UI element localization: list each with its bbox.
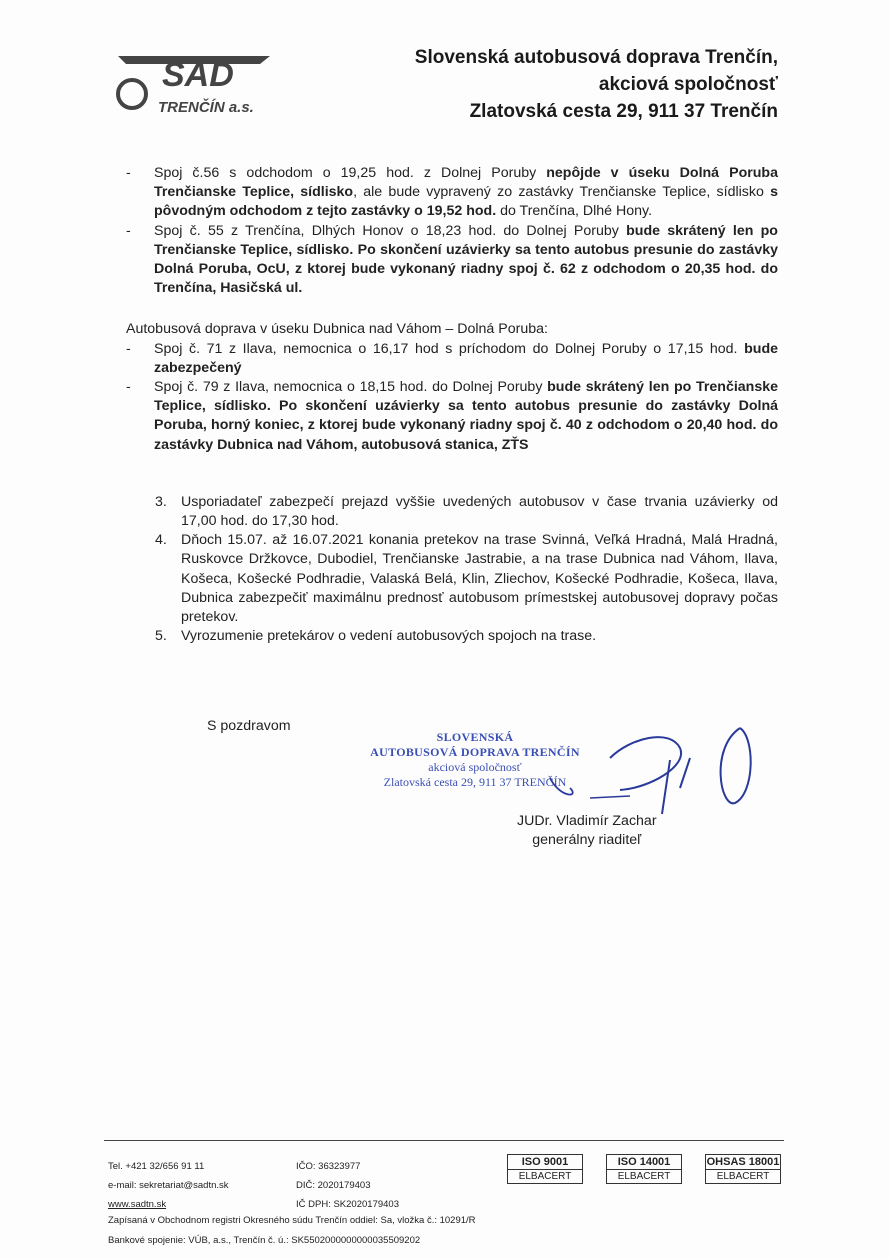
cert-badge: ISO 14001 ELBACERT [606,1154,682,1184]
footer-bank: Bankové spojenie: VÚB, a.s., Trenčín č. ú.: SK5502000000000035509202 [108,1235,421,1246]
list-item: - Spoj č.56 s odchodom o 19,25 hod. z Dolnej Poruby nepôjde v úseku Dolná Poruba Trenčianske Teplice, sídlisko, ale bude vypravený zo zastávky Trenčianske Teplice, sídlisko s pôvodným odchodom z tejto zastávky o 19,52 hod. do Trenčína, Dlhé Hony. [126,165,778,220]
company-logo [110,48,280,120]
footer-register: Zapísaná v Obchodnom registri Okresného súdu Trenčín oddiel: Sa, vložka č.: 10291/R [108,1215,476,1226]
cert-badge: ISO 9001 ELBACERT [507,1154,583,1184]
company-address: Zlatovská cesta 29, 911 37 Trenčín [469,101,778,122]
company-type: akciová spoločnosť [598,74,778,95]
logo-subtext: TRENČÍN a.s. [158,99,254,116]
greeting: S pozdravom [207,718,291,734]
signer-name: JUDr. Vladimír Zachar [517,813,657,829]
company-name: Slovenská autobusová doprava Trenčín, [414,47,778,68]
section-heading: Autobusová doprava v úseku Dubnica nad Váhom – Dolná Poruba: [126,321,548,338]
list-item: - Spoj č. 55 z Trenčína, Dlhých Honov o 18,23 hod. do Dolnej Poruby bude skrátený len po Trenčianske Teplice, sídlisko. Po skončení uzávierky sa tento autobus presunie do zastávky Dolná Poruba, OcU, z ktorej bude vykonaný riadny spoj č. 62 z odchodom o 20,35 hod. do Trenčína, Hasičská ul. [126,222,778,297]
footer-contact: Tel. +421 32/656 91 11 e-mail: sekretariat@sadtn.sk www.sadtn.sk [108,1161,229,1210]
list-item: 4. Dňoch 15.07. až 16.07.2021 konania pretekov na trase Svinná, Veľká Hradná, Malá Hradná, Ruskovce Držkovce, Dubodiel, Trenčianske Jastrabie, a na trase Dubnica nad Váhom, Ilava, Košeca, Košecké Podhradie, Valaská Belá, Klin, Zliechov, Košecké Podhradie, Košeca, Ilava, Dubnica zabezpečiť maximálnu prednosť autobusom prímestskej autobusovej dopravy počas pretekov. [155,532,778,626]
numbered-list [126,493,778,647]
list-item: - Spoj č. 71 z Ilava, nemocnica o 16,17 hod s príchodom do Dolnej Poruby o 17,15 hod. bude zabezpečený [126,340,778,376]
logo-text: SAD [162,56,234,94]
footer-web-link[interactable]: www.sadtn.sk [108,1199,167,1210]
list-item: 3. Usporiadateľ zabezpečí prejazd vyššie uvedených autobusov v čase trvania uzávierky od 17,00 hod. do 17,30 hod. [155,493,778,530]
list-item: 5. Vyrozumenie pretekárov o vedení autobusových spojoch na trase. [155,628,597,645]
letter-body [126,164,778,646]
signer-block [517,812,657,850]
footer-divider [104,1140,784,1141]
footer-ids: IČO: 36323977 DIČ: 2020179403 IČ DPH: SK2020179403 [296,1161,399,1210]
company-header [415,44,778,125]
cert-badge: OHSAS 18001 ELBACERT [706,1156,780,1182]
list-item: - Spoj č. 79 z Ilava, nemocnica o 18,15 hod. do Dolnej Poruby bude skrátený len po Trenčianske Teplice, sídlisko. Po skončení uzávierky sa tento autobus presunie do zastávky Dolná Poruba, horný koniec, z ktorej bude vykonaný riadny spoj č. 40 z odchodom o 20,40 hod. do zastávky Dubnica nad Váhom, autobusová stanica, ZŤS [126,379,779,453]
company-stamp: SLOVENSKÁ AUTOBUSOVÁ DOPRAVA TRENČÍN akciová spoločnosť Zlatovská cesta 29, 911 37 TRENČÍN [370,730,580,789]
signer-title: generálny riaditeľ [532,832,642,848]
